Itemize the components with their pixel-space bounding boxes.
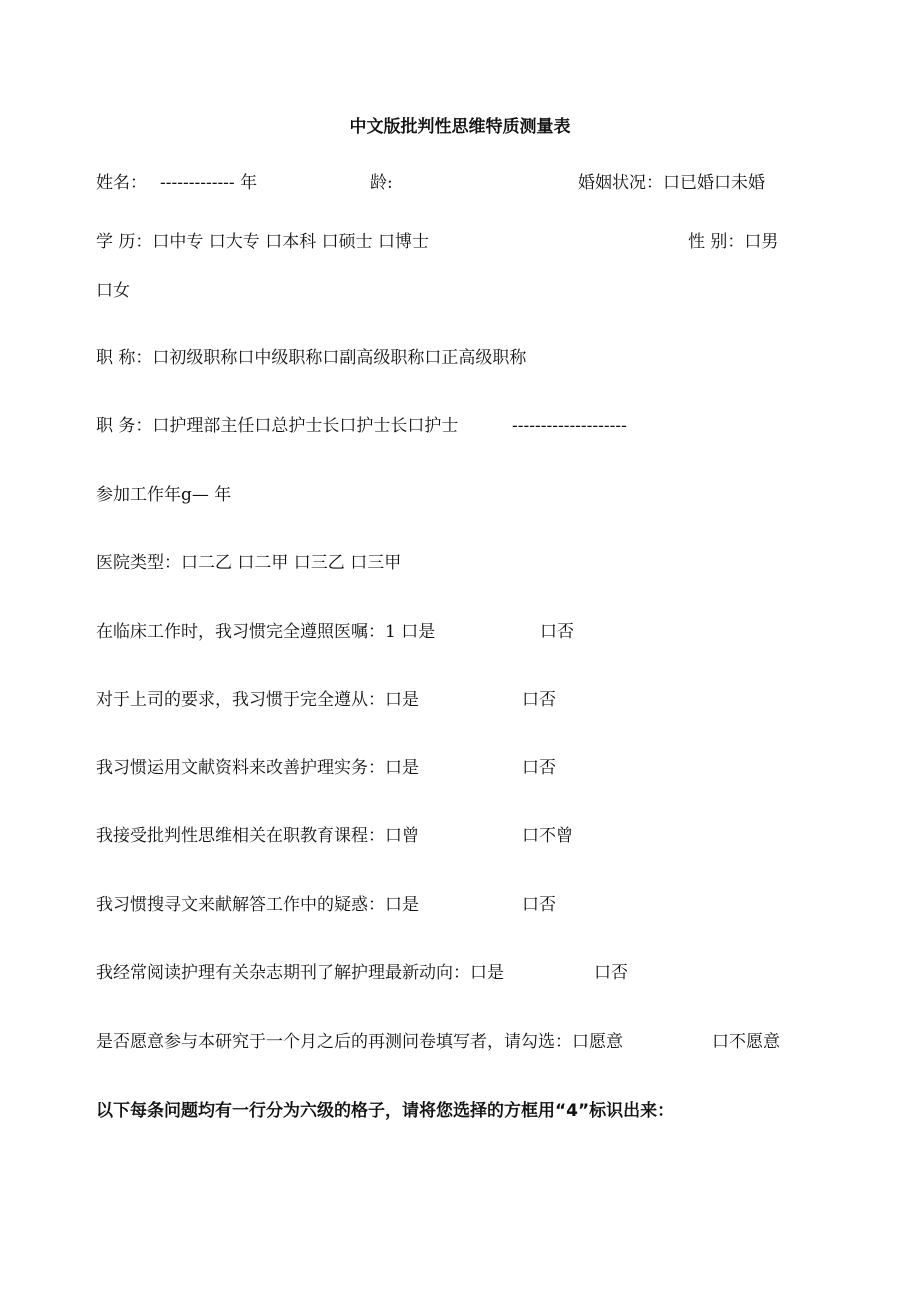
position-blank: --------------------	[512, 416, 627, 436]
position-options: 职 务：口护理部主任口总护士长口护士长口护士	[96, 416, 459, 436]
question-no-option: 口否	[522, 758, 556, 778]
question-text: 我经常阅读护理有关杂志期刊了解护理最新动向：口是	[96, 963, 504, 983]
question-no-option: 口否	[594, 963, 628, 983]
hospital-type-options: 医院类型：口二乙 口二甲 口三乙 口三甲	[96, 553, 402, 573]
name-blank: ------------- 年	[160, 173, 258, 193]
question-text: 在临床工作时，我习惯完全遵照医嘱：1 口是	[96, 622, 436, 642]
question-no-option: 口不曾	[522, 826, 573, 846]
gender-female-option: 口女	[96, 281, 130, 301]
age-label: 龄:	[370, 173, 393, 193]
question-no-option: 口否	[540, 622, 574, 642]
question-no-option: 口不愿意	[712, 1032, 780, 1052]
question-text: 对于上司的要求，我习惯于完全遵从：口是	[96, 690, 419, 710]
question-text: 是否愿意参与本研究于一个月之后的再测问卷填写者，请勾选：口愿意	[96, 1032, 623, 1052]
professional-title-options: 职 称：口初级职称口中级职称口副高级职称口正高级职称	[96, 348, 527, 368]
gender-label: 性 别：口男	[688, 232, 779, 252]
question-text: 我习惯运用文献资料来改善护理实务：口是	[96, 758, 419, 778]
name-label: 姓名：	[96, 173, 147, 193]
question-no-option: 口否	[522, 895, 556, 915]
question-text: 我习惯搜寻文来献解答工作中的疑惑：口是	[96, 895, 419, 915]
work-years: 参加工作年g— 年	[96, 485, 232, 505]
question-no-option: 口否	[522, 690, 556, 710]
education-options: 学 历：口中专 口大专 口本科 口硕士 口博士	[96, 232, 430, 252]
marital-status: 婚姻状况：口已婚口未婚	[578, 173, 765, 193]
question-text: 我接受批判性思维相关在职教育课程：口曾	[96, 826, 419, 846]
instruction-text: 以下每条问题均有一行分为六级的格子，请将您选择的方框用“4”标识出来：	[96, 1101, 675, 1121]
document-title: 中文版批判性思维特质测量表	[349, 117, 571, 137]
